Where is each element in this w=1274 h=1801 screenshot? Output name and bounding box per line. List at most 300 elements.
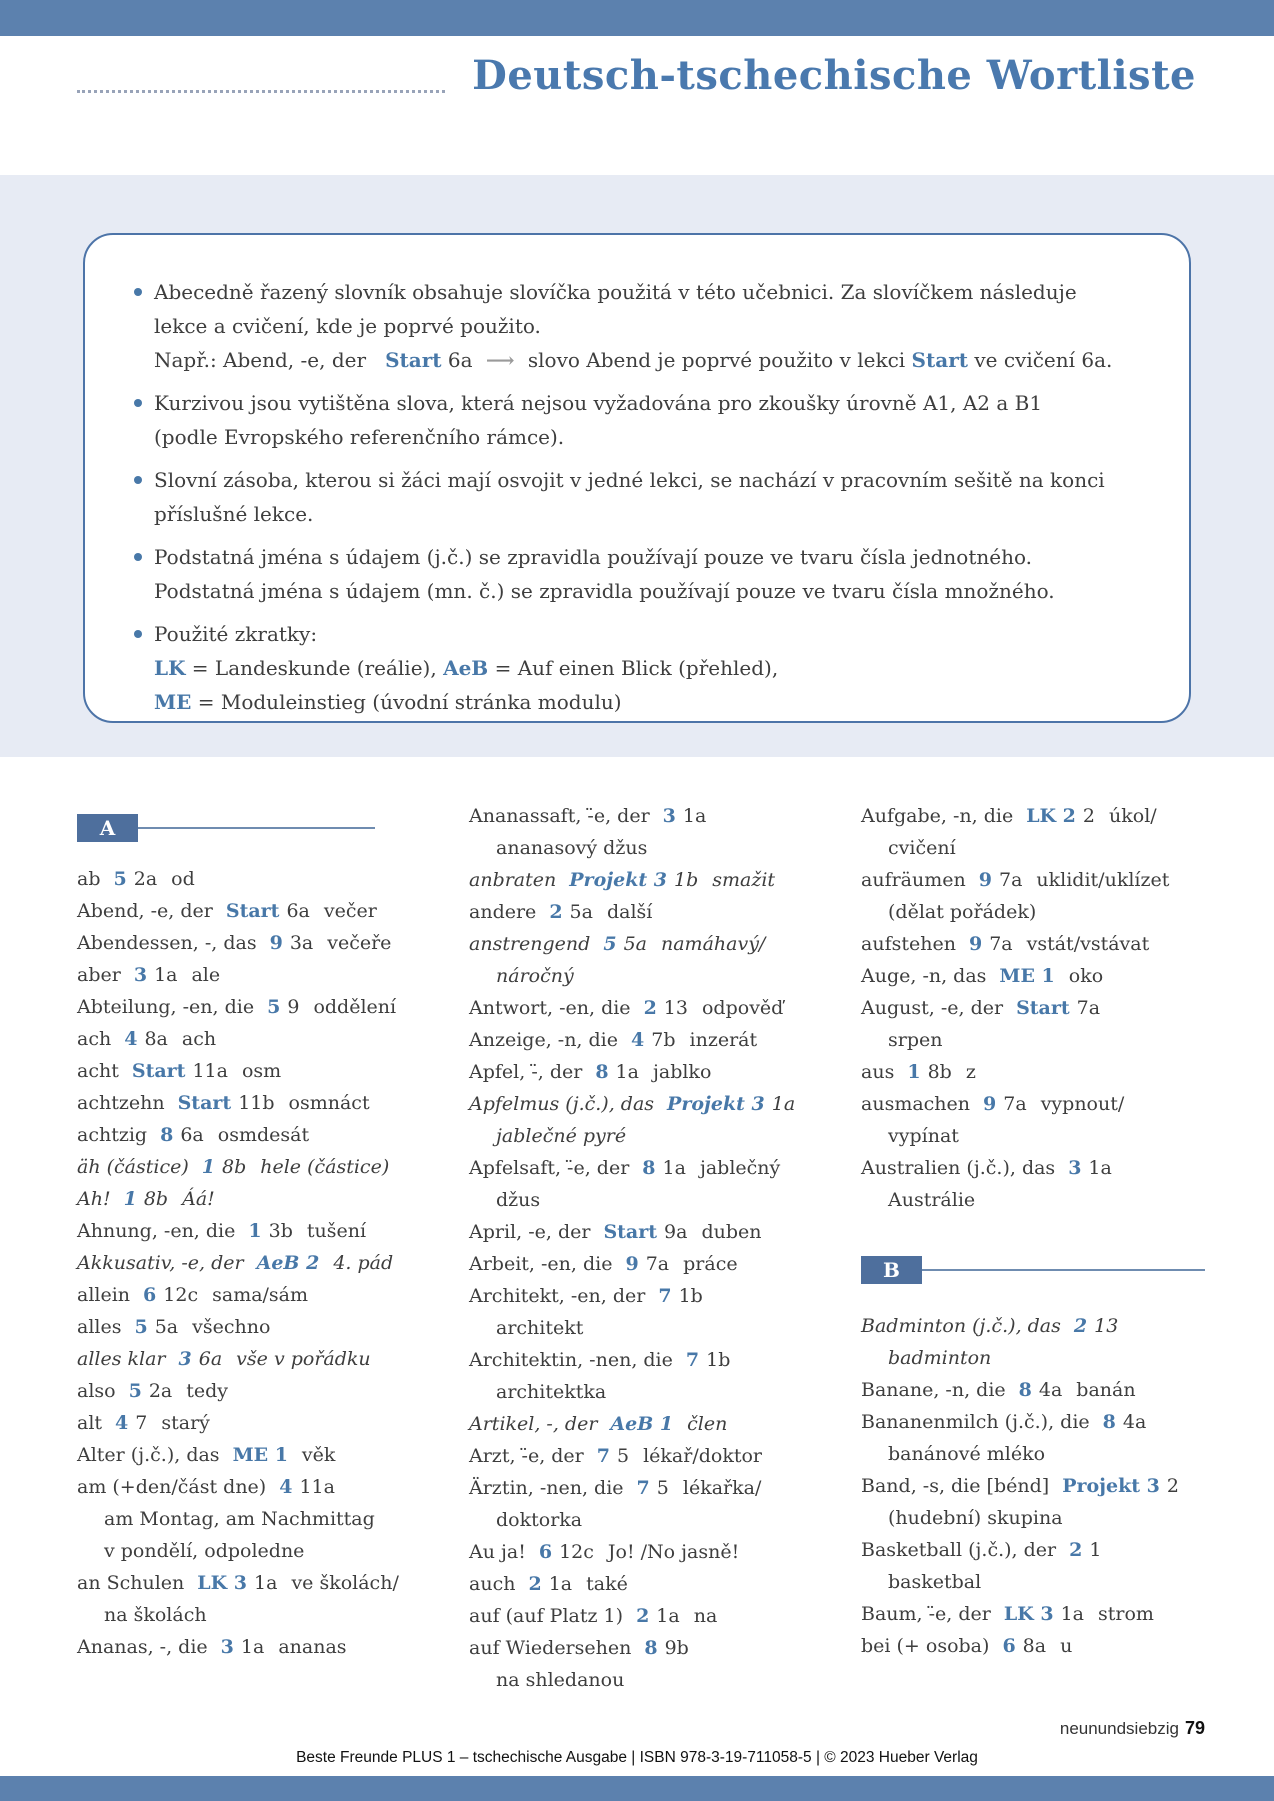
- text-segment: = Landeskunde (reálie),: [185, 656, 444, 680]
- entry-exercise-ref: 1a: [682, 805, 707, 827]
- text-segment: Slovní zásoba, kterou si žáci mají osvojit v jedné lekci, se nachází v pracovním sešitě na konci: [154, 468, 1105, 492]
- entry-translation-cont: am Montag, am Nachmittag: [104, 1508, 375, 1530]
- wordlist-entry: [861, 864, 1205, 928]
- entry-lesson-ref: 1: [248, 1220, 262, 1242]
- entry-lesson-ref: 8: [160, 1124, 174, 1146]
- entry-first-line: [77, 895, 421, 927]
- entry-term: Banane, -n, die: [861, 1379, 1006, 1401]
- entry-exercise-ref: 12c: [559, 1541, 594, 1563]
- info-line: [154, 540, 1131, 574]
- wordlist-entry: [77, 1023, 421, 1055]
- entry-translation: smažit: [712, 869, 776, 891]
- entry-lesson-ref: 4: [124, 1028, 138, 1050]
- wordlist-entry: [77, 991, 421, 1023]
- entry-lesson-ref: 9: [978, 869, 992, 891]
- entry-first-line: [77, 1407, 421, 1439]
- entry-translation: práce: [683, 1253, 738, 1275]
- entry-translation: jablečný: [699, 1157, 781, 1179]
- bottom-color-bar: [0, 1776, 1274, 1801]
- entry-lesson-ref: 2: [549, 901, 563, 923]
- wordlist-entry: [469, 1344, 813, 1408]
- entry-first-line: [469, 1440, 813, 1472]
- entry-term: auf (auf Platz 1): [469, 1605, 624, 1627]
- wordlist-column-3: [861, 800, 1205, 1696]
- entry-translation: osmnáct: [288, 1092, 370, 1114]
- wordlist-column-1: [77, 800, 421, 1696]
- entry-translation: namáhavý/: [660, 933, 766, 955]
- entry-translation-cont: v pondělí, odpoledne: [104, 1540, 305, 1562]
- entry-translation: ananas: [278, 1636, 347, 1658]
- entry-first-line: [77, 1215, 421, 1247]
- entry-exercise-ref: 11b: [238, 1092, 275, 1114]
- entry-first-line: [469, 1344, 813, 1376]
- text-segment: Podstatná jména s údajem (mn. č.) se zpravidla používají pouze ve tvaru čísla množného.: [154, 579, 1055, 603]
- entry-translation: oddělení: [313, 996, 397, 1018]
- wordlist-entry: [469, 1280, 813, 1344]
- entry-exercise-ref: 9: [287, 996, 300, 1018]
- entry-exercise-ref: 2: [1082, 805, 1095, 827]
- entry-lesson-ref: LK 2: [1026, 805, 1076, 827]
- info-line: [154, 420, 1131, 454]
- entry-exercise-ref: 2: [1166, 1475, 1179, 1497]
- entry-lesson-ref: 1: [201, 1156, 215, 1178]
- entry-lesson-ref: 4: [279, 1476, 293, 1498]
- entry-first-line: [861, 1088, 1205, 1120]
- wordlist-entry: [77, 1375, 421, 1407]
- entry-term: Antwort, -en, die: [469, 997, 631, 1019]
- wordlist-entry: [77, 1087, 421, 1119]
- entry-lesson-ref: 8: [644, 1637, 658, 1659]
- entry-exercise-ref: 5a: [569, 901, 593, 923]
- entry-translation: vše v pořádku: [236, 1348, 371, 1370]
- wordlist-entry: [77, 1567, 421, 1631]
- entry-term: Apfelmus (j.č.), das: [469, 1093, 655, 1115]
- info-bullet: [131, 540, 1131, 608]
- entry-exercise-ref: 1a: [1088, 1157, 1112, 1179]
- lesson-ref: Start: [911, 348, 968, 372]
- entry-translation: oko: [1068, 965, 1104, 987]
- entry-term: Apfel, -̈, der: [469, 1061, 583, 1083]
- entry-term: Alter (j.č.), das: [77, 1444, 220, 1466]
- entry-first-line: [77, 1087, 421, 1119]
- entry-exercise-ref: 7a: [645, 1253, 670, 1275]
- entry-lesson-ref: 2: [1069, 1539, 1083, 1561]
- entry-lesson-ref: 2: [643, 997, 657, 1019]
- entry-first-line: [861, 1534, 1205, 1566]
- entry-exercise-ref: 7a: [1076, 997, 1101, 1019]
- entry-exercise-ref: 9b: [664, 1637, 689, 1659]
- wordlist-entry: [469, 1088, 813, 1152]
- entry-exercise-ref: 1a: [1060, 1603, 1084, 1625]
- entry-exercise-ref: 2a: [133, 868, 158, 890]
- entry-term: Ananas, -, die: [77, 1636, 208, 1658]
- entry-translation: večer: [323, 900, 377, 922]
- wordlist-entry: [469, 1440, 813, 1472]
- entry-translation-cont: banánové mléko: [888, 1443, 1046, 1465]
- entry-first-line: [469, 1152, 813, 1184]
- entry-first-line: [861, 1470, 1205, 1502]
- header-dotted-line: [77, 68, 445, 93]
- entry-exercise-ref: 8a: [1022, 1635, 1047, 1657]
- entry-lesson-ref: 5: [267, 996, 281, 1018]
- entry-term: Australien (j.č.), das: [861, 1157, 1056, 1179]
- wordlist-entry: [77, 1055, 421, 1087]
- wordlist-entry: [469, 1536, 813, 1568]
- entry-first-line: [861, 1630, 1205, 1662]
- entry-term: andere: [469, 901, 537, 923]
- entry-translation: banán: [1076, 1379, 1136, 1401]
- wordlist-entry: [77, 1279, 421, 1311]
- entry-lesson-ref: 6: [143, 1284, 157, 1306]
- wordlist-entry: [861, 1088, 1205, 1152]
- entry-term: Au ja!: [469, 1541, 526, 1563]
- wordlist-entry: [77, 1439, 421, 1471]
- entry-translation: odpověď: [701, 997, 784, 1019]
- entry-term: aufräumen: [861, 869, 966, 891]
- entry-translation-cont: architekt: [496, 1317, 584, 1339]
- entry-translation: věk: [301, 1444, 336, 1466]
- entry-translation-cont: cvičení: [888, 837, 956, 859]
- entry-first-line: [861, 1598, 1205, 1630]
- info-line: [154, 275, 1131, 309]
- entry-lesson-ref: 7: [596, 1445, 610, 1467]
- entry-first-line: [469, 1216, 813, 1248]
- entry-exercise-ref: 3a: [289, 932, 314, 954]
- entry-lesson-ref: Projekt 3: [569, 869, 667, 891]
- entry-term: ach: [77, 1028, 112, 1050]
- entry-translation: z: [965, 1061, 976, 1083]
- page-number-word: neunundsiebzig: [1059, 1719, 1179, 1738]
- entry-translation: od: [171, 868, 195, 890]
- wordlist-entry: [77, 1343, 421, 1375]
- text-segment: = Moduleinstieg (úvodní stránka modulu): [191, 690, 622, 714]
- wordlist-entry: [77, 1407, 421, 1439]
- wordlist-entry: [469, 992, 813, 1024]
- entry-term: an Schulen: [77, 1572, 185, 1594]
- entry-translation: duben: [701, 1221, 762, 1243]
- entry-exercise-ref: 5a: [154, 1316, 179, 1338]
- entry-first-line: [469, 1600, 813, 1632]
- wordlist-entry: [861, 928, 1205, 960]
- lesson-ref: ME: [154, 690, 192, 714]
- text-segment: (podle Evropského referenčního rámce).: [154, 425, 565, 449]
- entry-first-line: [469, 1568, 813, 1600]
- entry-translation: Áá!: [182, 1188, 215, 1210]
- text-segment: Kurzivou jsou vytištěna slova, která nejsou vyžadována pro zkoušky úrovně A1, A2 a B1: [154, 391, 1043, 415]
- entry-term: April, -e, der: [469, 1221, 591, 1243]
- entry-term: ausmachen: [861, 1093, 971, 1115]
- entry-term: äh (částice): [77, 1156, 189, 1178]
- entry-lesson-ref: 1: [123, 1188, 137, 1210]
- entry-translation-cont: architektka: [496, 1381, 607, 1403]
- entry-exercise-ref: 1b: [678, 1285, 703, 1307]
- entry-lesson-ref: LK 3: [1003, 1603, 1054, 1625]
- wordlist-entry: [469, 1600, 813, 1632]
- entry-exercise-ref: 4a: [1038, 1379, 1063, 1401]
- entry-term: Abend, -e, der: [77, 900, 213, 922]
- entry-translation: u: [1060, 1635, 1073, 1657]
- entry-first-line: [469, 864, 813, 896]
- wordlist-entry: [469, 864, 813, 896]
- entry-first-line: [77, 1151, 421, 1183]
- info-bullet: [131, 386, 1131, 454]
- entry-lesson-ref: Start: [131, 1060, 186, 1082]
- wordlist-entry: [861, 1406, 1205, 1470]
- entry-first-line: [861, 864, 1205, 896]
- entry-first-line: [77, 1439, 421, 1471]
- entry-exercise-ref: 1a: [656, 1605, 680, 1627]
- entry-term: alt: [77, 1412, 103, 1434]
- entry-translation: úkol/: [1109, 805, 1157, 827]
- wordlist-entry: [469, 1216, 813, 1248]
- info-bullet: [131, 275, 1131, 377]
- entry-lesson-ref: 3: [220, 1636, 234, 1658]
- entry-term: Akkusativ, -e, der: [77, 1252, 244, 1274]
- wordlist-entry: [861, 800, 1205, 864]
- entry-first-line: [861, 992, 1205, 1024]
- wordlist-entry: [861, 1470, 1205, 1534]
- section-header-a: [77, 814, 421, 842]
- entry-first-line: [77, 927, 421, 959]
- entry-first-line: [469, 1088, 813, 1120]
- entry-exercise-ref: 1a: [154, 964, 178, 986]
- entry-lesson-ref: 1: [907, 1061, 921, 1083]
- entry-term: Artikel, -, der: [469, 1413, 598, 1435]
- entry-term: Arzt, -̈e, der: [469, 1445, 584, 1467]
- entry-translation: všechno: [192, 1316, 271, 1338]
- entry-lesson-ref: Start: [225, 900, 280, 922]
- entry-first-line: [77, 1023, 421, 1055]
- entry-first-line: [469, 1280, 813, 1312]
- entry-first-line: [469, 1408, 813, 1440]
- entry-first-line: [861, 1056, 1205, 1088]
- section-rule: [922, 1269, 1205, 1271]
- entry-exercise-ref: 1: [1089, 1539, 1102, 1561]
- entry-term: Architektin, -nen, die: [469, 1349, 673, 1371]
- wordlist-entry: [469, 1568, 813, 1600]
- entry-translation: další: [606, 901, 653, 923]
- text-segment: Použité zkratky:: [154, 622, 318, 646]
- info-bullet: [131, 463, 1131, 531]
- entry-translation: také: [586, 1573, 628, 1595]
- entry-translation: 4. pád: [333, 1252, 394, 1274]
- entry-lesson-ref: Projekt 3: [667, 1093, 765, 1115]
- entry-lesson-ref: 2: [636, 1605, 650, 1627]
- entry-first-line: [77, 1631, 421, 1663]
- entry-lesson-ref: 3: [1068, 1157, 1082, 1179]
- entry-first-line: [469, 1248, 813, 1280]
- entry-lesson-ref: AeB 1: [610, 1413, 674, 1435]
- entry-translation-cont: ananasový džus: [496, 837, 648, 859]
- entry-exercise-ref: 6a: [180, 1124, 204, 1146]
- entry-translation-cont: Austrálie: [888, 1189, 976, 1211]
- entry-lesson-ref: 8: [1018, 1379, 1032, 1401]
- entry-first-line: [469, 928, 813, 960]
- wordlist-entry: [77, 1119, 421, 1151]
- entry-lesson-ref: 8: [595, 1061, 609, 1083]
- entry-exercise-ref: 7: [135, 1412, 148, 1434]
- entry-exercise-ref: 7b: [651, 1029, 676, 1051]
- entry-lesson-ref: 5: [603, 933, 617, 955]
- entry-term: August, -e, der: [861, 997, 1004, 1019]
- entry-lesson-ref: Start: [1016, 997, 1070, 1019]
- entry-term: Auge, -n, das: [861, 965, 987, 987]
- entry-lesson-ref: 9: [625, 1253, 639, 1275]
- wordlist-entry: [77, 1631, 421, 1663]
- text-segment: Podstatná jména s údajem (j.č.) se zpravidla používají pouze ve tvaru čísla jednotného.: [154, 545, 1033, 569]
- entry-first-line: [861, 1374, 1205, 1406]
- entry-term: anbraten: [469, 869, 557, 891]
- entry-term: auch: [469, 1573, 516, 1595]
- entry-first-line: [861, 1310, 1205, 1342]
- entry-exercise-ref: 1a: [771, 1093, 796, 1115]
- entry-term: Basketball (j.č.), der: [861, 1539, 1057, 1561]
- entry-translation: osmdesát: [217, 1124, 310, 1146]
- entry-lesson-ref: 7: [658, 1285, 672, 1307]
- entry-exercise-ref: 5: [617, 1445, 630, 1467]
- entry-translation: osm: [241, 1060, 282, 1082]
- entry-term: Abendessen, -, das: [77, 932, 257, 954]
- info-line: [154, 463, 1131, 497]
- entry-first-line: [861, 960, 1205, 992]
- entry-lesson-ref: 7: [685, 1349, 700, 1371]
- entry-first-line: [77, 1311, 421, 1343]
- entry-exercise-ref: 1b: [673, 869, 699, 891]
- wordlist-entry: [861, 960, 1205, 992]
- entry-term: Arbeit, -en, die: [469, 1253, 613, 1275]
- entry-term: am (+den/část dne): [77, 1476, 267, 1498]
- entry-translation: na: [693, 1605, 718, 1627]
- info-line: [154, 343, 1131, 377]
- entry-term: Bananenmilch (j.č.), die: [861, 1411, 1090, 1433]
- wordlist-entry: [861, 1598, 1205, 1630]
- entry-translation-cont: na školách: [104, 1604, 207, 1626]
- entry-exercise-ref: 7a: [998, 869, 1023, 891]
- entry-exercise-ref: 13: [663, 997, 688, 1019]
- entry-translation-cont: džus: [496, 1189, 541, 1211]
- entry-lesson-ref: 9: [968, 933, 983, 955]
- entry-first-line: [861, 800, 1205, 832]
- entry-lesson-ref: 2: [528, 1573, 542, 1595]
- text-segment: příslušné lekce.: [154, 502, 314, 526]
- entry-translation-cont: (dělat pořádek): [888, 901, 1037, 923]
- page-title: Deutsch-tschechische Wortliste: [472, 52, 1196, 99]
- entry-exercise-ref: 1a: [615, 1061, 639, 1083]
- entry-first-line: [77, 1119, 421, 1151]
- entry-lesson-ref: 3: [662, 805, 676, 827]
- entry-first-line: [469, 800, 813, 832]
- text-segment: Abecedně řazený slovník obsahuje slovíčka použitá v této učebnici. Za slovíčkem následuje: [154, 280, 1077, 304]
- entry-lesson-ref: 7: [636, 1477, 650, 1499]
- wordlist-entry: [77, 863, 421, 895]
- entry-translation: strom: [1098, 1603, 1154, 1625]
- entry-first-line: [77, 1183, 421, 1215]
- entry-term: aus: [861, 1061, 895, 1083]
- entry-lesson-ref: ME 1: [999, 965, 1055, 987]
- entry-exercise-ref: 9a: [664, 1221, 688, 1243]
- entry-exercise-ref: 8b: [927, 1061, 952, 1083]
- wordlist-entry: [861, 1630, 1205, 1662]
- entry-translation: jablko: [652, 1061, 712, 1083]
- arrow-icon: ⟶: [478, 348, 522, 372]
- entry-lesson-ref: 6: [1002, 1635, 1016, 1657]
- wordlist-entry: [77, 1183, 421, 1215]
- entry-translation: ale: [191, 964, 221, 986]
- entry-lesson-ref: AeB 2: [256, 1252, 320, 1274]
- entry-lesson-ref: 3: [133, 964, 148, 986]
- entry-term: Ananassaft, -̈e, der: [469, 805, 650, 827]
- entry-exercise-ref: 1b: [706, 1349, 731, 1371]
- entry-translation: lékařka/: [682, 1477, 762, 1499]
- entry-exercise-ref: 1a: [662, 1157, 686, 1179]
- entry-exercise-ref: 8b: [221, 1156, 247, 1178]
- imprint-line: Beste Freunde PLUS 1 – tschechische Ausgabe | ISBN 978-3-19-711058-5 | © 2023 Hueber Verlag: [296, 1749, 978, 1766]
- entry-translation: uklidit/uklízet: [1036, 869, 1170, 891]
- entry-translation: Jo! /No jasně!: [607, 1541, 740, 1563]
- entry-first-line: [77, 1247, 421, 1279]
- entry-exercise-ref: 7a: [989, 933, 1013, 955]
- page-number-value: 79: [1184, 1718, 1205, 1738]
- wordlist-entry: [469, 896, 813, 928]
- entry-first-line: [469, 1632, 813, 1664]
- entry-first-line: [77, 1567, 421, 1599]
- entry-translation-cont: basketbal: [888, 1571, 982, 1593]
- lesson-ref: AeB: [443, 656, 489, 680]
- entry-term: also: [77, 1380, 116, 1402]
- entry-term: Abteilung, -en, die: [77, 996, 255, 1018]
- entry-first-line: [861, 928, 1205, 960]
- entry-first-line: [861, 1152, 1205, 1184]
- wordlist-entry: [77, 1151, 421, 1183]
- entry-translation-cont: vypínat: [888, 1125, 959, 1147]
- text-segment: lekce a cvičení, kde je poprvé použito.: [154, 314, 541, 338]
- wordlist-entry: [469, 928, 813, 992]
- entry-exercise-ref: 3b: [268, 1220, 293, 1242]
- entry-translation: tedy: [186, 1380, 229, 1402]
- entry-term: Architekt, -en, der: [469, 1285, 646, 1307]
- wordlist-entry: [861, 1310, 1205, 1374]
- wordlist-entry: [77, 895, 421, 927]
- wordlist-entry: [861, 992, 1205, 1056]
- lesson-ref: Start: [385, 348, 442, 372]
- entry-lesson-ref: Projekt 3: [1062, 1475, 1160, 1497]
- entry-translation-cont: badminton: [888, 1347, 992, 1369]
- entry-lesson-ref: 5: [128, 1380, 142, 1402]
- text-segment: = Auf einen Blick (přehled),: [488, 656, 779, 680]
- entry-term: Ärztin, -nen, die: [469, 1477, 624, 1499]
- entry-lesson-ref: 8: [1102, 1411, 1116, 1433]
- info-box: [83, 233, 1191, 723]
- entry-exercise-ref: 11a: [299, 1476, 335, 1498]
- entry-term: bei (+ osoba): [861, 1635, 990, 1657]
- entry-term: aber: [77, 964, 121, 986]
- entry-first-line: [469, 992, 813, 1024]
- info-line: [154, 574, 1131, 608]
- entry-term: Badminton (j.č.), das: [861, 1315, 1061, 1337]
- entry-translation: vstát/vstávat: [1026, 933, 1150, 955]
- entry-translation-cont: na shledanou: [496, 1669, 625, 1691]
- entry-exercise-ref: 11a: [192, 1060, 228, 1082]
- page-number: [1060, 1718, 1205, 1739]
- info-line: [154, 309, 1131, 343]
- entry-term: alles: [77, 1316, 122, 1338]
- entry-first-line: [77, 991, 421, 1023]
- wordlist-entry: [469, 1408, 813, 1440]
- entry-first-line: [77, 959, 421, 991]
- entry-lesson-ref: Start: [603, 1221, 658, 1243]
- entry-first-line: [469, 1536, 813, 1568]
- entry-exercise-ref: 5a: [623, 933, 647, 955]
